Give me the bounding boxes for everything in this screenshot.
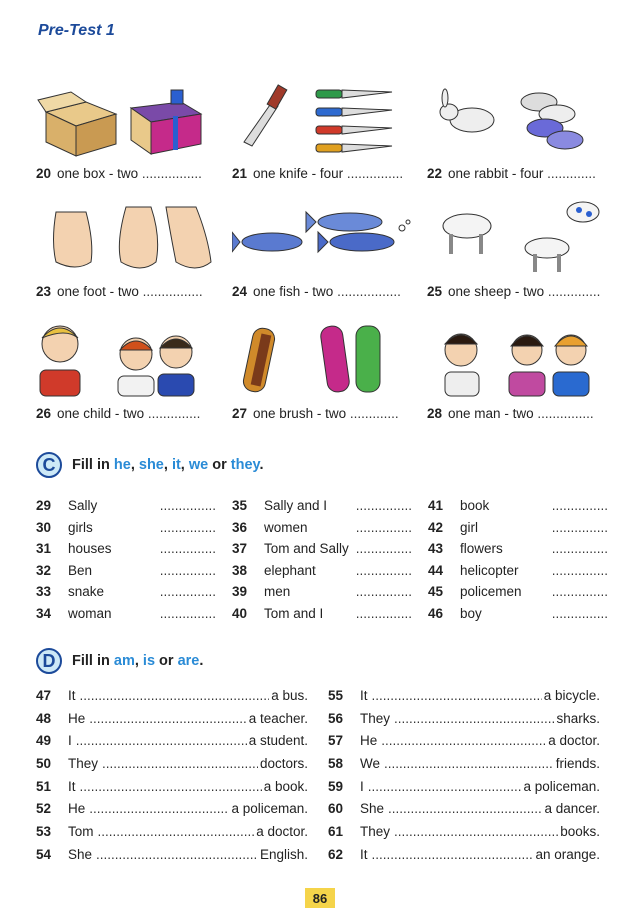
picture-caption: 22 one rabbit - four ............. [427, 166, 596, 181]
picture-caption: 28 one man - two ............... [427, 406, 594, 421]
exercise-column [328, 688, 600, 870]
section-instruction: Fill in he, she, it, we or they. [72, 457, 264, 473]
rabbits-illustration [427, 72, 612, 162]
exercise-row: 37 Tom and Sally ............... [232, 541, 412, 557]
exercise-row: 58 We ..... friends. [328, 756, 600, 779]
exercise-column [232, 498, 412, 628]
boxes-illustration [36, 72, 221, 162]
knives-illustration [232, 72, 417, 162]
children-illustration [36, 314, 221, 404]
exercise-column [428, 498, 608, 628]
exercise-row: 54 She ..... English. [36, 847, 308, 870]
exercise-row: 29 Sally ............... [36, 498, 216, 513]
exercise-row: 49 I ..... a student. [36, 733, 308, 756]
exercise-row: 51 It ..... a book. [36, 779, 308, 802]
exercise-row: 43 flowers ............... [428, 541, 608, 557]
exercise-row: 53 Tom ..... a doctor. [36, 824, 308, 847]
exercise-row: 47 It ..... a bus. [36, 688, 308, 711]
exercise-row: 35 Sally and I ............... [232, 498, 412, 513]
exercise-row: 48 He ..... a teacher. [36, 711, 308, 734]
sheep-illustration [427, 192, 612, 282]
brushes-illustration [232, 314, 417, 404]
exercise-column [36, 688, 308, 870]
feet-illustration [36, 192, 221, 282]
men-illustration [427, 314, 612, 404]
section-d-header [36, 648, 203, 674]
exercise-row: 31 houses ............... [36, 541, 216, 557]
exercise-row: 38 elephant ............... [232, 562, 412, 578]
picture-caption: 27 one brush - two ............. [232, 406, 399, 421]
exercise-row: 55 It ..... a bicycle. [328, 688, 600, 711]
exercise-row: 41 book ............... [428, 498, 608, 513]
exercise-row: 40 Tom and I ............... [232, 605, 412, 621]
exercise-row: 57 He ..... a doctor. [328, 733, 600, 756]
section-instruction: Fill in am, is or are. [72, 653, 204, 669]
exercise-row: 34 woman ............... [36, 605, 216, 621]
exercise-row: 30 girls ............... [36, 519, 216, 535]
section-badge: C [36, 452, 62, 478]
page-title: Pre-Test 1 [38, 22, 115, 39]
picture-caption: 26 one child - two .............. [36, 406, 201, 421]
exercise-row: 42 girl ............... [428, 519, 608, 535]
exercise-row: 44 helicopter ............... [428, 562, 608, 578]
picture-caption: 24 one fish - two ................. [232, 284, 401, 299]
exercise-row: 45 policemen ............... [428, 584, 608, 600]
picture-caption: 21 one knife - four ............... [232, 166, 404, 181]
fish-illustration [232, 192, 417, 282]
exercise-row: 56 They ..... sharks. [328, 711, 600, 734]
exercise-row: 62 It ..... an orange. [328, 847, 600, 870]
exercise-column [36, 498, 216, 628]
exercise-row: 32 Ben ............... [36, 562, 216, 578]
section-c-header [36, 452, 264, 478]
section-badge: D [36, 648, 62, 674]
exercise-row: 60 She ..... a dancer. [328, 801, 600, 824]
exercise-row: 50 They ..... doctors. [36, 756, 308, 779]
exercise-row: 33 snake ............... [36, 584, 216, 600]
exercise-row: 36 women ............... [232, 519, 412, 535]
picture-caption: 25 one sheep - two .............. [427, 284, 601, 299]
exercise-row: 61 They ..... books. [328, 824, 600, 847]
exercise-row: 52 He ..... a policeman. [36, 801, 308, 824]
picture-caption: 23 one foot - two ................ [36, 284, 203, 299]
exercise-row: 39 men ............... [232, 584, 412, 600]
exercise-row: 59 I ..... a policeman. [328, 779, 600, 802]
picture-caption: 20 one box - two ................ [36, 166, 202, 181]
exercise-row: 46 boy ............... [428, 605, 608, 621]
page-number: 86 [305, 888, 335, 908]
